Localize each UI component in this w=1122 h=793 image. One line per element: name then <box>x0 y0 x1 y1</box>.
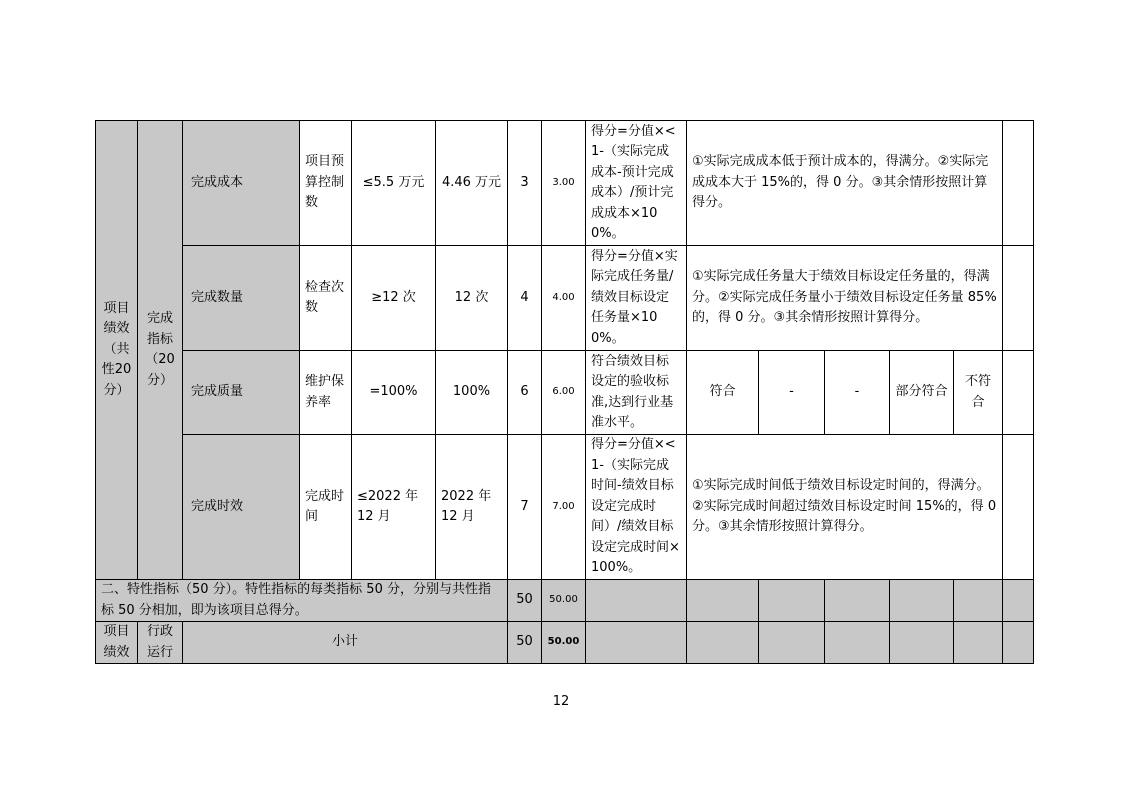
actual-cell: 12 次 <box>436 246 508 351</box>
indicator-cell: 完成时间 <box>300 435 352 580</box>
formula-cell: 符合绩效目标设定的验收标准,达到行业基准水平。 <box>586 351 687 435</box>
indicator-cell: 检查次数 <box>300 246 352 351</box>
special-score-cell: 50.00 <box>542 580 586 622</box>
criteria-cell: ①实际完成成本低于预计成本的，得满分。②实际完成成本大于 15%的，得 0 分。③其余情形按照计算得分。 <box>687 121 1003 246</box>
option-cell: 符合 <box>687 351 759 435</box>
indicator-cell: 项目预算控制数 <box>300 121 352 246</box>
weight-cell: 7 <box>508 435 542 580</box>
subtotal-score-cell: 50.00 <box>542 622 586 664</box>
empty-cell <box>954 580 1003 622</box>
special-weight-cell: 50 <box>508 580 542 622</box>
indicator-name-cell: 完成成本 <box>183 121 300 246</box>
option-cell: - <box>825 351 890 435</box>
formula-cell: 得分=分值×<1-（实际完成成本-预计完成成本）/预计完成成本×100%。 <box>586 121 687 246</box>
subtotal-label: 小计 <box>183 622 508 664</box>
formula-cell: 得分=分值×<1-（实际完成时间-绩效目标设定完成时间）/绩效目标设定完成时间×100%。 <box>586 435 687 580</box>
score-cell: 7.00 <box>542 435 586 580</box>
empty-cell <box>759 580 825 622</box>
table-row <box>96 121 1034 246</box>
empty-cell <box>1003 435 1034 580</box>
target-cell: ≥12 次 <box>352 246 436 351</box>
empty-cell <box>1003 121 1034 246</box>
indicator-name-cell: 完成时效 <box>183 435 300 580</box>
subtotal-weight-cell: 50 <box>508 622 542 664</box>
special-indicator-text: 二、特性指标（50 分）。特性指标的每类指标 50 分，分别与共性指标 50 分相加，即为该项目总得分。 <box>96 580 508 622</box>
empty-cell <box>687 580 759 622</box>
option-cell: - <box>759 351 825 435</box>
page-number: 12 <box>552 694 570 709</box>
option-cell: 不符合 <box>954 351 1003 435</box>
score-cell: 3.00 <box>542 121 586 246</box>
target-cell: ≤2022 年 12 月 <box>352 435 436 580</box>
empty-cell <box>825 580 890 622</box>
subtotal-col1: 项目绩效 <box>96 622 138 664</box>
score-cell: 4.00 <box>542 246 586 351</box>
special-indicator-row <box>96 580 1034 622</box>
empty-cell <box>586 622 687 664</box>
table-row <box>96 351 1034 435</box>
weight-cell: 3 <box>508 121 542 246</box>
indicator-cell: 维护保养率 <box>300 351 352 435</box>
criteria-cell: ①实际完成任务量大于绩效目标设定任务量的，得满分。②实际完成任务量小于绩效目标设定任务量 85%的，得 0 分。③其余情形按照计算得分。 <box>687 246 1003 351</box>
actual-cell: 2022 年 12 月 <box>436 435 508 580</box>
empty-cell <box>1003 246 1034 351</box>
performance-table <box>95 120 1034 664</box>
criteria-cell: ①实际完成时间低于绩效目标设定时间的，得满分。②实际完成时间超过绩效目标设定时间 15%的，得 0 分。③其余情形按照计算得分。 <box>687 435 1003 580</box>
empty-cell <box>890 622 954 664</box>
option-cell: 部分符合 <box>890 351 954 435</box>
table-row <box>96 246 1034 351</box>
empty-cell <box>825 622 890 664</box>
target-cell: ≤5.5 万元 <box>352 121 436 246</box>
empty-cell <box>586 580 687 622</box>
score-cell: 6.00 <box>542 351 586 435</box>
indicator-name-cell: 完成数量 <box>183 246 300 351</box>
empty-cell <box>1003 580 1034 622</box>
empty-cell <box>1003 351 1034 435</box>
weight-cell: 6 <box>508 351 542 435</box>
formula-cell: 得分=分值×实际完成任务量/绩效目标设定任务量×100%。 <box>586 246 687 351</box>
table-row <box>96 435 1034 580</box>
category-level1-cell: 项目绩效（共性20分） <box>96 121 138 580</box>
subtotal-row <box>96 622 1034 664</box>
empty-cell <box>954 622 1003 664</box>
indicator-name-cell: 完成质量 <box>183 351 300 435</box>
empty-cell <box>890 580 954 622</box>
weight-cell: 4 <box>508 246 542 351</box>
empty-cell <box>759 622 825 664</box>
category-level2-cell: 完成指标（20分） <box>138 121 183 580</box>
actual-cell: 4.46 万元 <box>436 121 508 246</box>
empty-cell <box>687 622 759 664</box>
target-cell: =100% <box>352 351 436 435</box>
empty-cell <box>1003 622 1034 664</box>
actual-cell: 100% <box>436 351 508 435</box>
subtotal-col2: 行政运行 <box>138 622 183 664</box>
